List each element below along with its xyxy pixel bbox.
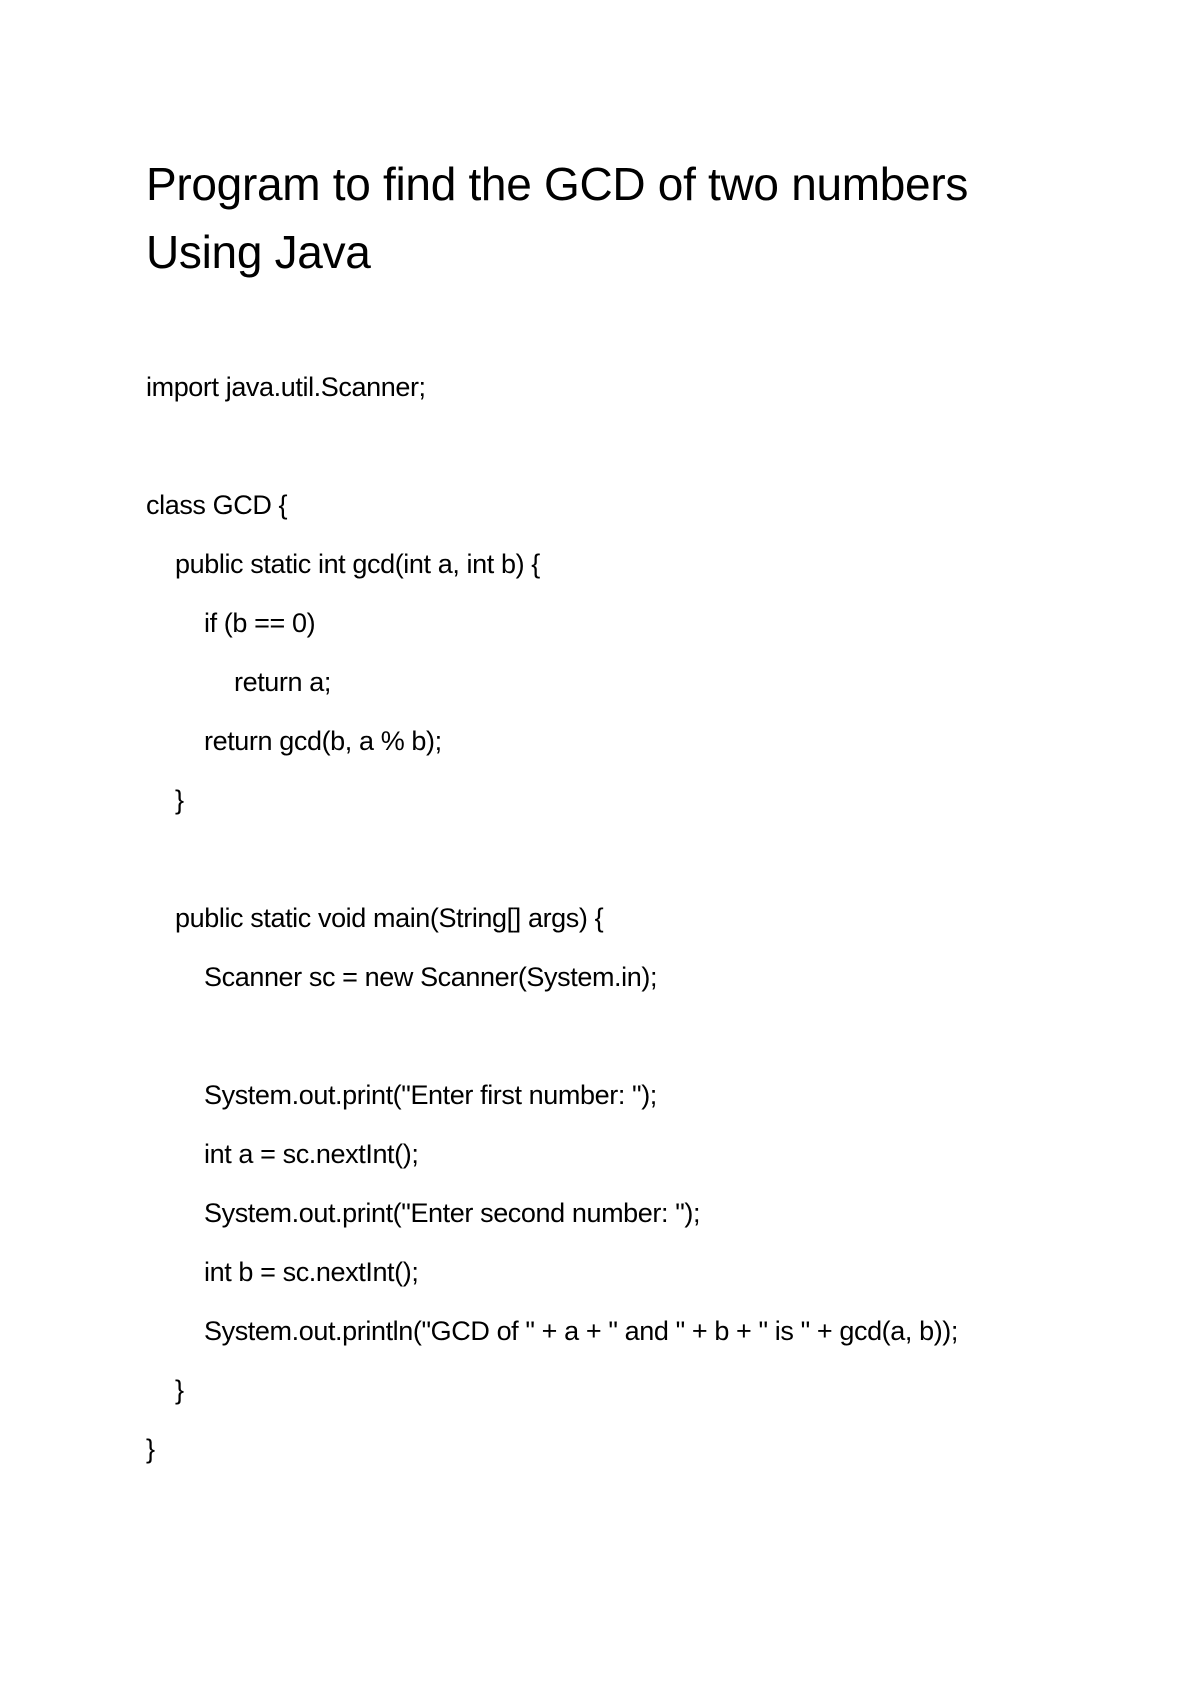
title-line-2: Using Java	[146, 226, 371, 278]
code-line-7: return gcd(b, a % b);	[204, 726, 442, 756]
code-line-13: System.out.print("Enter first number: ");	[204, 1080, 657, 1110]
code-line-10: public static void main(String[] args) {	[175, 903, 604, 933]
code-line-1: import java.util.Scanner;	[146, 372, 426, 402]
code-line-19: }	[146, 1434, 155, 1464]
code-line-17: System.out.println("GCD of " + a + " and " + b + " is " + gcd(a, b));	[204, 1316, 958, 1346]
code-line-14: int a = sc.nextInt();	[204, 1139, 419, 1169]
code-line-8: }	[175, 785, 184, 815]
code-line-5: if (b == 0)	[204, 608, 316, 638]
document-title	[146, 150, 1106, 286]
code-line-11: Scanner sc = new Scanner(System.in);	[204, 962, 658, 992]
code-line-3: class GCD {	[146, 490, 288, 520]
code-blank-line	[146, 1007, 1146, 1066]
title-line-1: Program to find the GCD of two numbers	[146, 158, 969, 210]
code-line-4: public static int gcd(int a, int b) {	[175, 549, 540, 579]
code-blank-line	[146, 417, 1146, 476]
code-line-15: System.out.print("Enter second number: ");	[204, 1198, 701, 1228]
code-listing	[146, 358, 1146, 1479]
code-blank-line	[146, 830, 1146, 889]
code-line-16: int b = sc.nextInt();	[204, 1257, 419, 1287]
code-line-6: return a;	[234, 667, 331, 697]
code-line-18: }	[175, 1375, 184, 1405]
